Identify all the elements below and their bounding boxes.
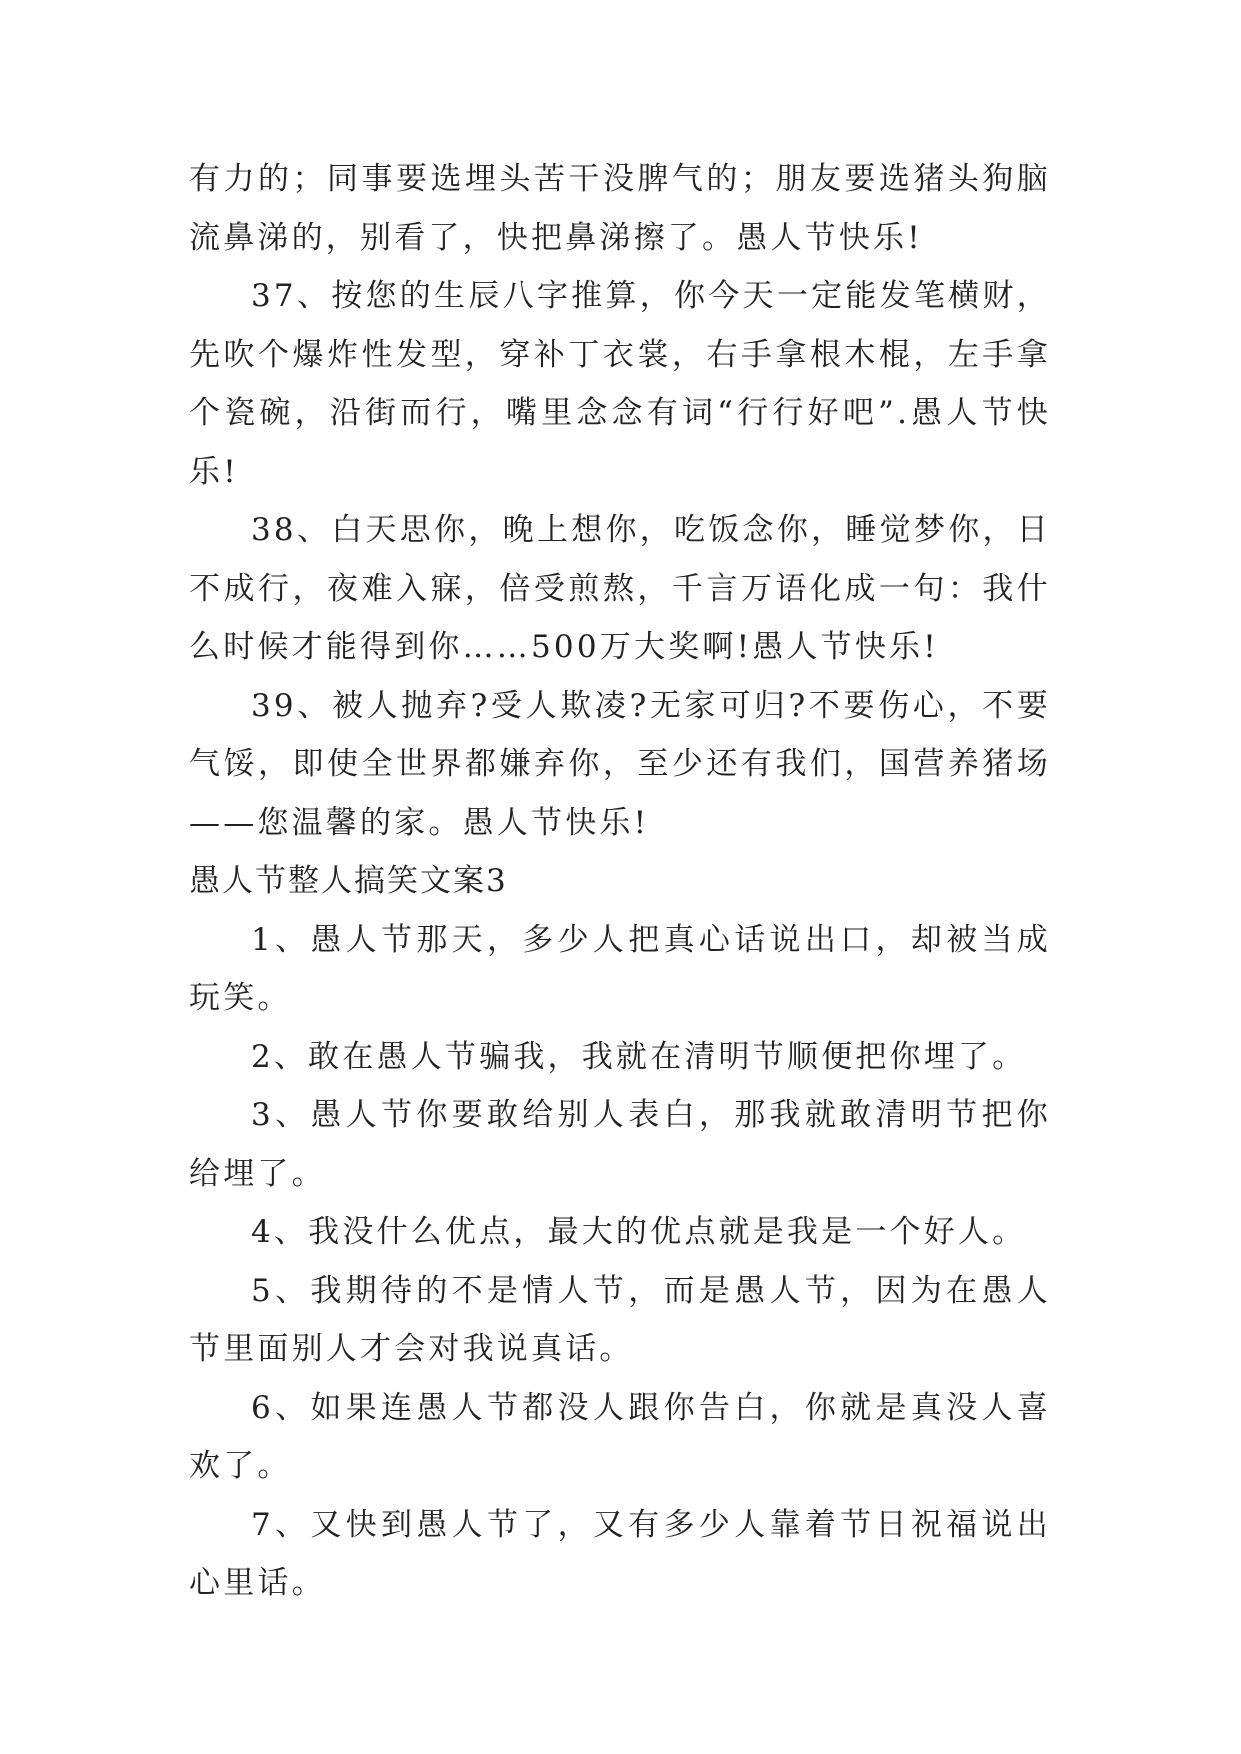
list-item-7: 7、又快到愚人节了，又有多少人靠着节日祝福说出心里话。	[189, 1506, 1051, 1601]
section-heading: 愚人节整人搞笑文案3	[189, 863, 508, 899]
list-item-4: 4、我没什么优点，最大的优点就是我是一个好人。	[251, 1214, 1027, 1250]
list-item-6: 6、如果连愚人节都没人跟你告白，你就是真没人喜欢了。	[189, 1389, 1051, 1484]
list-item-2: 2、敢在愚人节骗我，我就在清明节顺便把你埋了。	[251, 1038, 1027, 1075]
document-body	[189, 150, 1051, 1613]
paragraph-continuation: 有力的；同事要选埋头苦干没脾气的；朋友要选猪头狗脑流鼻涕的，别看了，快把鼻涕擦了。愚人节快乐!	[189, 161, 1051, 256]
list-item-5: 5、我期待的不是情人节，而是愚人节，因为在愚人节里面别人才会对我说真话。	[189, 1272, 1051, 1367]
list-item-37: 37、按您的生辰八字推算，你今天一定能发笔横财，先吹个爆炸性发型，穿补丁衣裳，右手拿根木棍，左手拿个瓷碗，沿街而行，嘴里念念有词“行行好吧”.愚人节快乐!	[189, 278, 1051, 490]
list-item-38: 38、白天思你，晚上想你，吃饭念你，睡觉梦你，日不成行，夜难入寐，倍受煎熬，千言万语化成一句：我什么时候才能得到你……500万大奖啊!愚人节快乐!	[189, 512, 1051, 665]
list-item-3: 3、愚人节你要敢给别人表白，那我就敢清明节把你给埋了。	[189, 1097, 1051, 1192]
list-item-1: 1、愚人节那天，多少人把真心话说出口，却被当成玩笑。	[189, 921, 1051, 1016]
list-item-39: 39、被人抛弃?受人欺凌?无家可归?不要伤心，不要气馁，即使全世界都嫌弃你，至少还有我们，国营养猪场——您温馨的家。愚人节快乐!	[189, 687, 1051, 841]
